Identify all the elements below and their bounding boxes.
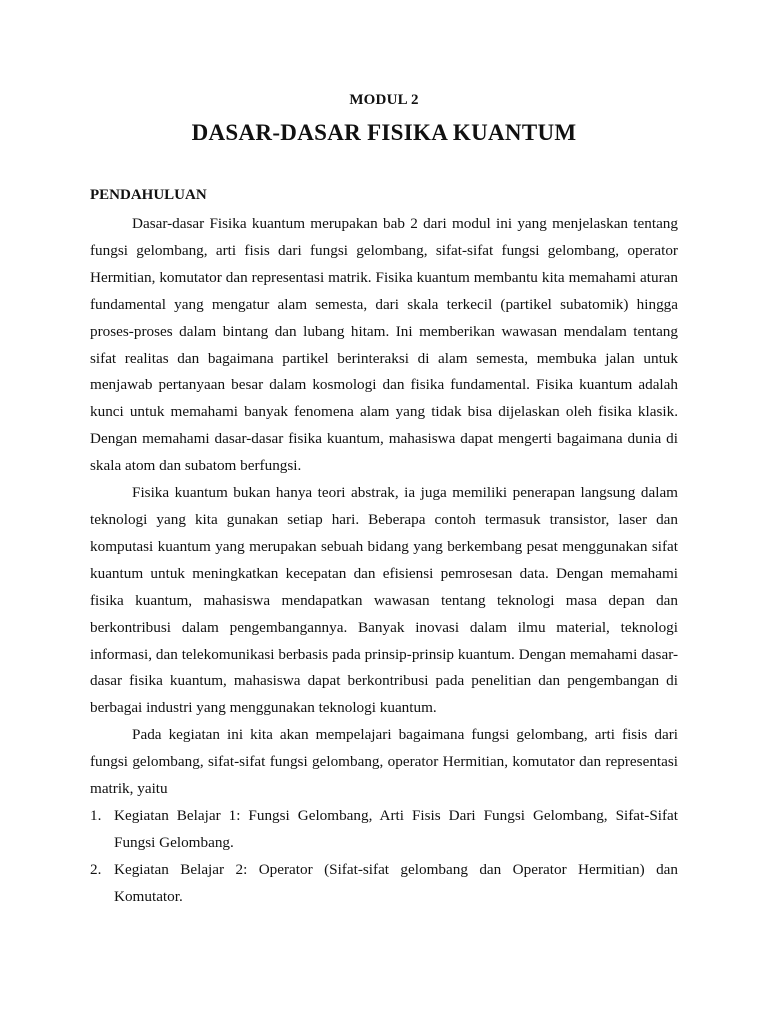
module-label: MODUL 2: [349, 92, 419, 108]
list-item-text: Kegiatan Belajar 1: Fungsi Gelombang, Arti Fisis Dari Fungsi Gelombang, Sifat-Sifat Fungsi Gelombang.: [114, 806, 678, 851]
paragraph-1: Dasar-dasar Fisika kuantum merupakan bab 2 dari modul ini yang menjelaskan tentang fungsi gelombang, arti fisis dari fungsi gelombang, sifat-sifat fungsi gelombang, operator Hermitian, komutator dan representasi matrik. Fisika kuantum membantu kita memahami aturan fundamental yang mengatur alam semesta, dari skala terkecil (partikel subatomik) hingga proses-proses dalam bintang dan lubang hitam. Ini memberikan wawasan mendalam tentang sifat realitas dan bagaimana partikel berinteraksi di alam semesta, membuka jalan untuk menjawab pertanyaan besar dalam kosmologi dan fisika fundamental. Fisika kuantum adalah kunci untuk memahami banyak fenomena alam yang tidak bisa dijelaskan oleh fisika klasik. Dengan memahami dasar-dasar fisika kuantum, mahasiswa dapat mengerti bagaimana dunia di skala atom dan subatom berfungsi.: [90, 215, 678, 475]
list-item-text: Kegiatan Belajar 2: Operator (Sifat-sifat gelombang dan Operator Hermitian) dan Komutator.: [114, 860, 678, 905]
activity-list: [90, 803, 678, 911]
document-page: [90, 0, 678, 1024]
section-heading: PENDAHULUAN: [90, 187, 207, 203]
page-title: DASAR-DASAR FISIKA KUANTUM: [191, 120, 577, 145]
list-item: [90, 803, 678, 857]
list-item: [90, 857, 678, 911]
list-item-number: 2.: [90, 860, 102, 878]
list-item-number: 1.: [90, 806, 102, 824]
paragraph-3: Pada kegiatan ini kita akan mempelajari bagaimana fungsi gelombang, arti fisis dari fungsi gelombang, sifat-sifat fungsi gelombang, operator Hermitian, komutator dan representasi matrik, yaitu: [90, 726, 678, 798]
document-body: [90, 211, 678, 911]
paragraph-2: Fisika kuantum bukan hanya teori abstrak, ia juga memiliki penerapan langsung dalam teknologi yang kita gunakan setiap hari. Beberapa contoh termasuk transistor, laser dan komputasi kuantum yang merupakan sebuah bidang yang berkembang pesat menggunakan sifat kuantum untuk meningkatkan kecepatan dan efisiensi pemrosesan data. Dengan memahami fisika kuantum, mahasiswa mendapatkan wawasan tentang teknologi masa depan dan berkontribusi dalam pengembangannya. Banyak inovasi dalam ilmu material, teknologi informasi, dan telekomunikasi berbasis pada prinsip-prinsip kuantum. Dengan memahami dasar-dasar fisika kuantum, mahasiswa dapat berkontribusi pada penelitian dan pengembangan di berbagai industri yang menggunakan teknologi kuantum.: [90, 484, 678, 717]
